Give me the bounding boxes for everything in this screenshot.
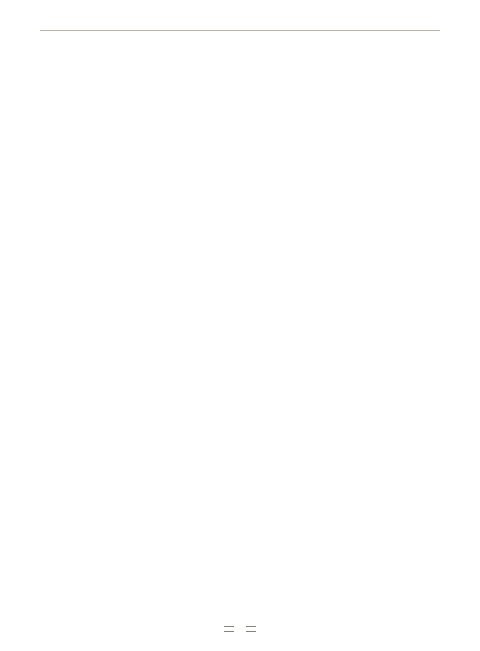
text-line	[38, 175, 234, 190]
text-line	[248, 438, 444, 453]
text-line	[248, 365, 444, 380]
text-line	[38, 511, 234, 526]
text-line	[248, 292, 444, 307]
text-line	[38, 132, 234, 147]
text-line	[248, 161, 444, 176]
text-line	[248, 175, 444, 190]
text-line	[248, 190, 444, 205]
footer-ornament-right	[246, 626, 256, 632]
text-line	[38, 599, 234, 610]
text-line	[38, 102, 234, 117]
text-line	[248, 540, 444, 555]
text-line	[38, 423, 234, 438]
text-line	[38, 467, 234, 482]
text-line	[248, 482, 444, 497]
text-line	[248, 526, 444, 541]
text-line	[38, 584, 234, 599]
text-line	[38, 234, 234, 249]
text-line	[38, 540, 234, 555]
text-line	[38, 190, 234, 205]
page-footer	[0, 622, 480, 636]
text-line	[248, 569, 444, 584]
text-line	[248, 248, 444, 263]
text-line	[248, 511, 444, 526]
text-line	[248, 44, 444, 59]
text-line	[38, 117, 234, 132]
text-line	[38, 336, 234, 351]
footer-ornament-left	[224, 626, 234, 632]
text-line	[248, 394, 444, 409]
text-line	[248, 409, 444, 424]
text-line	[248, 307, 444, 322]
text-line	[248, 453, 444, 468]
header-rule	[40, 30, 440, 31]
text-line	[38, 88, 234, 103]
text-line	[248, 350, 444, 365]
text-line	[248, 467, 444, 482]
text-line	[248, 263, 444, 278]
text-line	[38, 365, 234, 380]
text-line	[38, 263, 234, 278]
text-line	[248, 599, 444, 610]
text-line	[248, 146, 444, 161]
text-line	[248, 73, 444, 88]
text-line	[38, 307, 234, 322]
text-line	[248, 117, 444, 132]
text-line	[248, 321, 444, 336]
text-line	[248, 219, 444, 234]
text-line	[248, 423, 444, 438]
page-header	[0, 8, 480, 26]
text-line	[38, 453, 234, 468]
text-line	[38, 219, 234, 234]
text-line	[38, 438, 234, 453]
right-column	[248, 44, 444, 610]
text-line	[248, 278, 444, 293]
left-column	[38, 44, 234, 610]
text-line	[38, 44, 234, 59]
text-line	[38, 248, 234, 263]
text-line	[248, 59, 444, 74]
text-line	[38, 496, 234, 511]
text-line	[248, 336, 444, 351]
text-line	[248, 380, 444, 395]
text-line	[248, 234, 444, 249]
text-line	[38, 278, 234, 293]
text-line	[248, 555, 444, 570]
text-line	[38, 73, 234, 88]
text-line	[248, 205, 444, 220]
text-line	[38, 350, 234, 365]
text-line	[38, 394, 234, 409]
text-line	[38, 482, 234, 497]
text-line	[248, 102, 444, 117]
text-line	[38, 526, 234, 541]
text-line	[248, 584, 444, 599]
text-line	[38, 380, 234, 395]
text-line	[38, 569, 234, 584]
text-line	[38, 409, 234, 424]
text-line	[248, 132, 444, 147]
text-line	[38, 555, 234, 570]
text-line	[38, 146, 234, 161]
text-line	[38, 292, 234, 307]
text-line	[38, 161, 234, 176]
text-line	[248, 496, 444, 511]
text-line	[248, 88, 444, 103]
text-line	[38, 321, 234, 336]
text-line	[38, 59, 234, 74]
text-line	[38, 205, 234, 220]
